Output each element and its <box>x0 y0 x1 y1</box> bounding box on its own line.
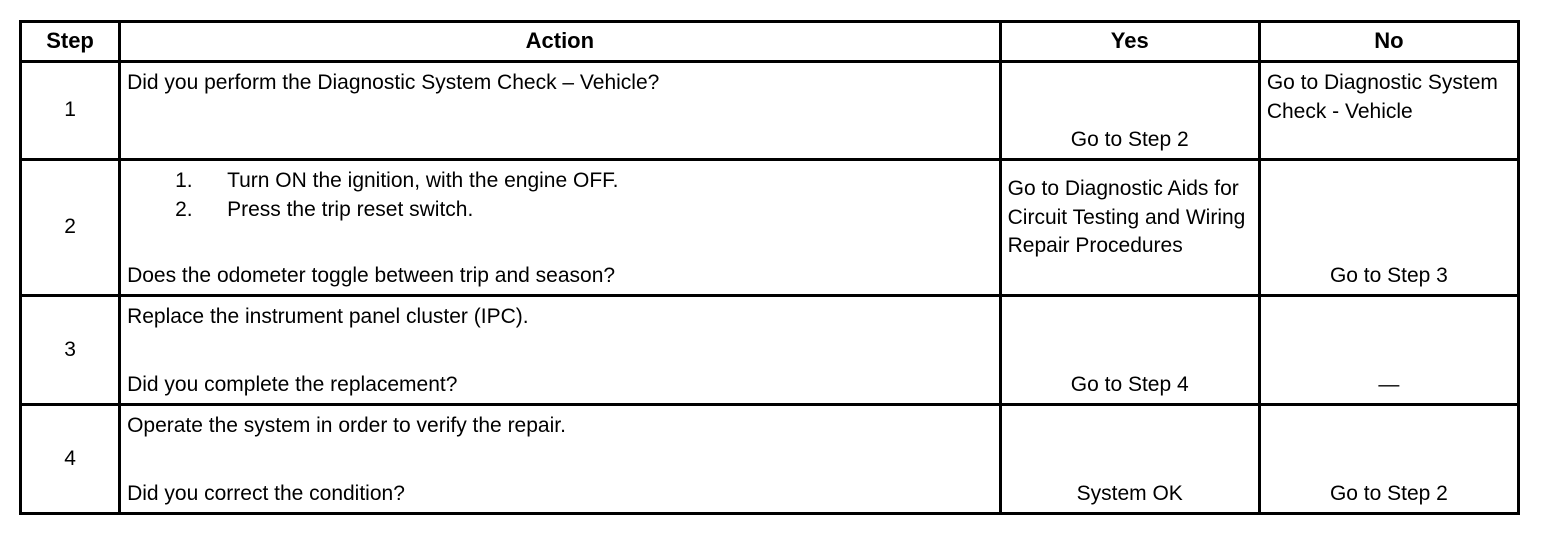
action-text: Operate the system in order to verify the repair. <box>127 414 566 437</box>
header-yes: Yes <box>1000 22 1259 62</box>
action-cell <box>120 160 1001 296</box>
action-cell <box>120 405 1001 514</box>
no-cell <box>1259 160 1518 296</box>
no-result: Go to Diagnostic System Check - Vehicle <box>1266 71 1498 123</box>
no-result: Go to Step 2 <box>1329 481 1448 505</box>
table-row <box>21 160 1519 296</box>
yes-result: System OK <box>1076 481 1183 505</box>
no-result: — <box>1378 372 1400 396</box>
step-number: 3 <box>21 296 120 405</box>
no-result: Go to Step 3 <box>1329 263 1448 287</box>
yes-cell <box>1000 296 1259 405</box>
list-item-number: 1. <box>175 169 193 192</box>
header-row <box>21 22 1519 62</box>
yes-cell <box>1000 62 1259 160</box>
list-item-text: Press the trip reset switch. <box>227 197 474 221</box>
table-row <box>21 405 1519 514</box>
step-number: 2 <box>21 160 120 296</box>
action-question: Did you correct the condition? <box>127 481 405 505</box>
yes-cell <box>1000 160 1259 296</box>
yes-cell <box>1000 405 1259 514</box>
yes-result: Go to Diagnostic Aids for Circuit Testing and Wiring Repair Procedures <box>1007 177 1246 257</box>
list-item-number: 2. <box>175 197 193 221</box>
no-cell <box>1259 62 1518 160</box>
no-cell <box>1259 405 1518 514</box>
yes-result: Go to Step 2 <box>1070 127 1189 151</box>
action-text: Did you perform the Diagnostic System Check – Vehicle? <box>127 71 660 94</box>
no-cell <box>1259 296 1518 405</box>
action-cell <box>120 296 1001 405</box>
list-item <box>175 167 993 196</box>
yes-result: Go to Step 4 <box>1070 372 1189 396</box>
list-item-text: Turn ON the ignition, with the engine OFF. <box>227 169 619 192</box>
header-step: Step <box>21 22 120 62</box>
step-number: 1 <box>21 62 120 160</box>
table-row <box>21 296 1519 405</box>
header-no: No <box>1259 22 1518 62</box>
action-steps-list <box>127 167 993 224</box>
action-question: Does the odometer toggle between trip and season? <box>127 263 616 287</box>
action-text: Replace the instrument panel cluster (IPC). <box>127 305 529 328</box>
action-cell <box>120 62 1001 160</box>
list-item <box>175 196 993 225</box>
header-action: Action <box>120 22 1001 62</box>
step-number: 4 <box>21 405 120 514</box>
table-row <box>21 62 1519 160</box>
action-question: Did you complete the replacement? <box>127 372 458 396</box>
diagnostic-table <box>19 20 1520 515</box>
diagnostic-table-container <box>19 20 1520 515</box>
